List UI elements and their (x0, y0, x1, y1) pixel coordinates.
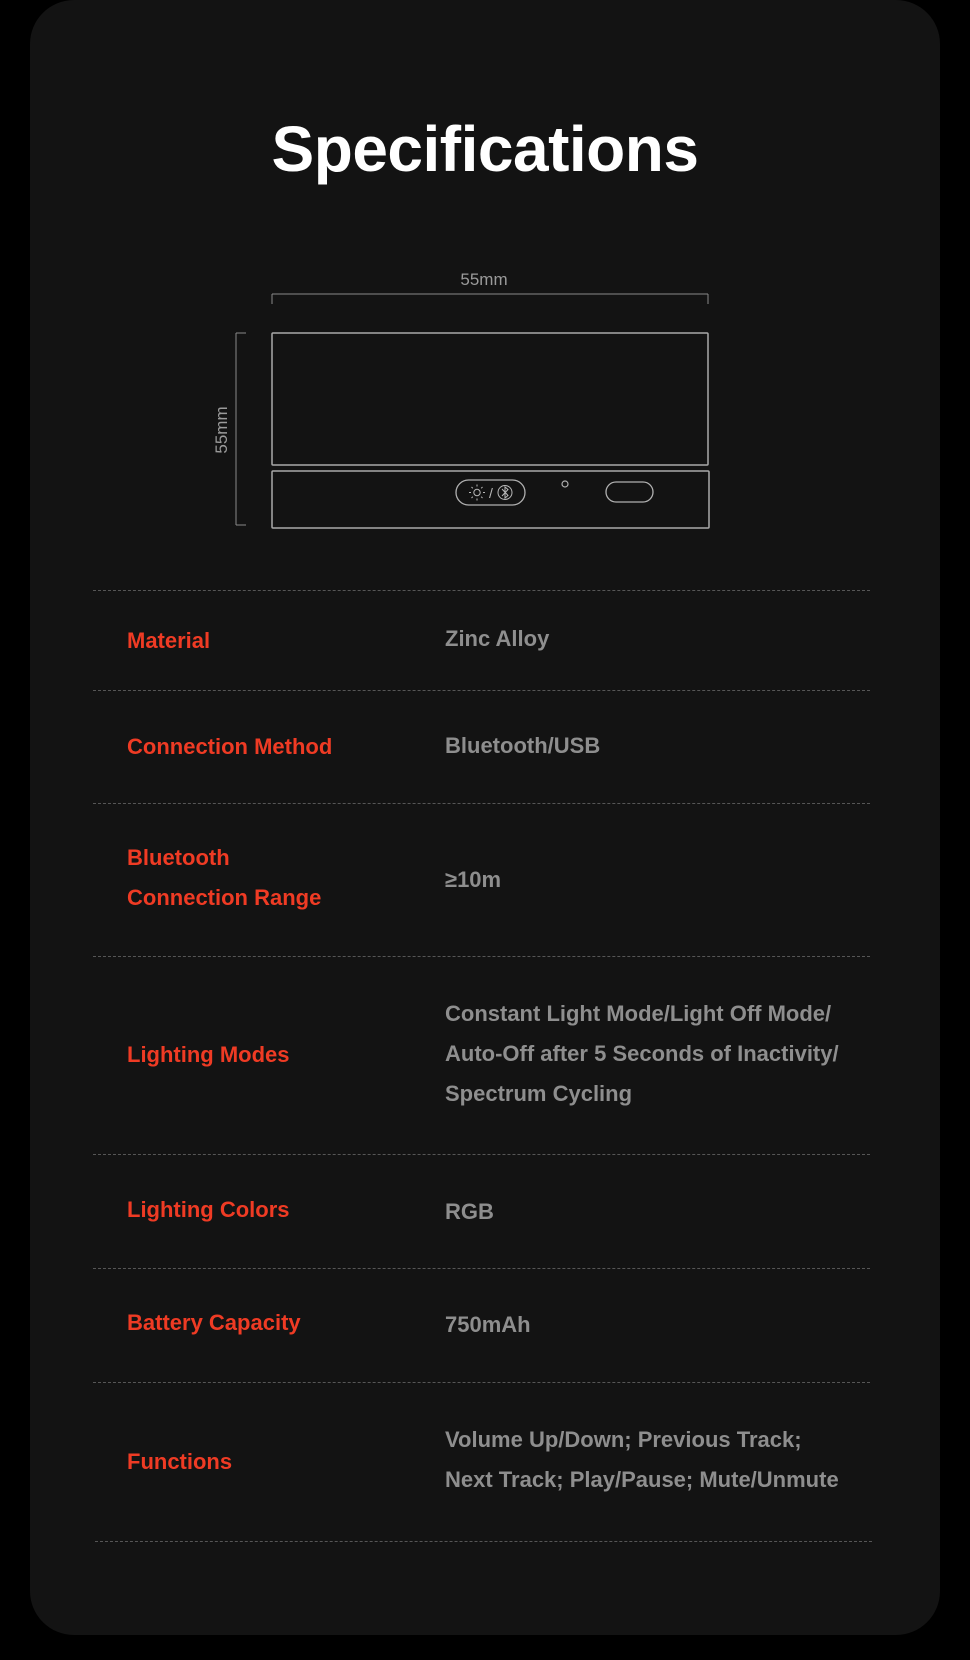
bluetooth-icon (498, 486, 512, 500)
divider (93, 690, 870, 691)
divider (95, 1541, 872, 1542)
divider (93, 1154, 870, 1155)
spec-label: Functions (127, 1449, 233, 1474)
usb-port (606, 482, 653, 502)
height-label: 55mm (212, 406, 231, 454)
width-dimension (272, 294, 708, 304)
spec-value: Zinc Alloy (445, 626, 550, 651)
spec-value: Volume Up/Down; Previous Track; Next Track; Play/Pause; Mute/Unmute (445, 1427, 839, 1492)
spec-value: RGB (445, 1199, 494, 1224)
page-title: Specifications (271, 113, 699, 185)
spec-value: ≥10m (445, 867, 502, 892)
spec-value: Bluetooth/USB (445, 733, 601, 758)
divider (93, 803, 870, 804)
divider (93, 1382, 870, 1383)
spec-value: 750mAh (445, 1312, 531, 1337)
spec-value: Constant Light Mode/Light Off Mode/ Auto-Off after 5 Seconds of Inactivity/ Spectrum Cycling (445, 1001, 839, 1106)
divider (93, 1268, 870, 1269)
light-icon (469, 485, 485, 501)
spec-label: Lighting Modes (127, 1042, 290, 1067)
divider (93, 590, 870, 591)
spec-label: Connection Method (127, 734, 333, 759)
divider (93, 956, 870, 957)
indicator-light (562, 481, 568, 487)
width-label: 55mm (460, 270, 508, 289)
product-dimension-diagram (0, 0, 970, 560)
height-dimension (236, 333, 246, 525)
spec-label: Material (127, 628, 211, 653)
slash-glyph: / (489, 485, 493, 501)
spec-label: Bluetooth Connection Range (127, 845, 322, 910)
spec-label: Lighting Colors (127, 1197, 290, 1222)
spec-label: Battery Capacity (127, 1310, 301, 1335)
device-top-panel (272, 333, 708, 465)
